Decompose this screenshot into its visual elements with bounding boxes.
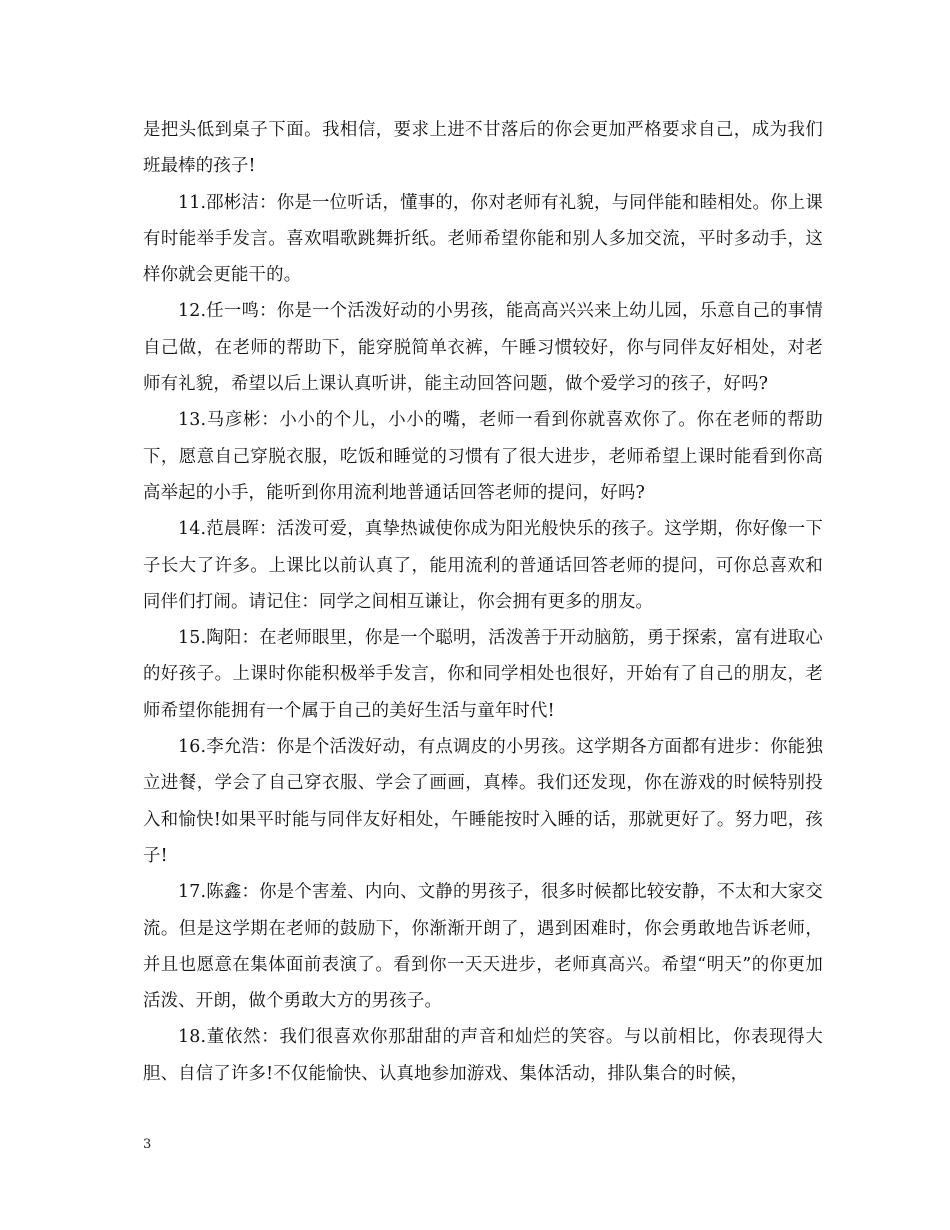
- paragraph-comment-15: 15.陶阳：在老师眼里，你是一个聪明，活泼善于开动脑筋，勇于探索，富有进取心的好孩子。上课时你能积极举手发言，你和同学相处也很好，开始有了自己的朋友，老师希望你能拥有一个属于自己的美好生活与童年时代!: [143, 628, 823, 721]
- paragraph-comment-18: 18.董依然：我们很喜欢你那甜甜的声音和灿烂的笑容。与以前相比，你表现得大胆、自信了许多!不仅能愉快、认真地参加游戏、集体活动，排队集合的时候，: [143, 1027, 823, 1084]
- paragraph-comment-16: 16.李允浩：你是个活泼好动，有点调皮的小男孩。这学期各方面都有进步：你能独立进餐，学会了自己穿衣服、学会了画画，真棒。我们还发现，你在游戏的时候特别投入和愉快!如果平时能与同伴友好相处，午睡能按时入睡的话，那就更好了。努力吧，孩子!: [143, 737, 823, 866]
- paragraph-comment-12: 12.任一鸣：你是一个活泼好动的小男孩，能高高兴兴来上幼儿园，乐意自己的事情自己做，在老师的帮助下，能穿脱简单衣裤，午睡习惯较好，你与同伴友好相处，对老师有礼貌，希望以后上课认真听讲，能主动回答问题，做个爱学习的孩子，好吗?: [143, 301, 823, 395]
- paragraph-comment-14: 14.范晨晖：活泼可爱，真挚热诚使你成为阳光般快乐的孩子。这学期，你好像一下子长大了许多。上课比以前认真了，能用流利的普通话回答老师的提问，可你总喜欢和同伴们打闹。请记住：同学之间相互谦让，你会拥有更多的朋友。: [143, 519, 823, 612]
- paragraph-comment-13: 13.马彦彬：小小的个儿，小小的嘴，老师一看到你就喜欢你了。你在老师的帮助下，愿意自己穿脱衣服，吃饭和睡觉的习惯有了很大进步，老师希望上课时能看到你高高举起的小手，能听到你用流利地普通话回答老师的提问，好吗?: [143, 410, 823, 503]
- paragraph-comment-11: 11.邵彬洁：你是一位听话，懂事的，你对老师有礼貌，与同伴能和睦相处。你上课有时能举手发言。喜欢唱歌跳舞折纸。老师希望你能和别人多加交流，平时多动手，这样你就会更能干的。: [143, 192, 823, 286]
- page-number: 3: [143, 1137, 152, 1152]
- document-body: [143, 112, 823, 1092]
- paragraph-continued: 是把头低到桌子下面。我相信，要求上进不甘落后的你会更加严格要求自己，成为我们班最棒的孩子!: [143, 120, 823, 177]
- paragraph-comment-17: 17.陈鑫：你是个害羞、内向、文静的男孩子，很多时候都比较安静，不太和大家交流。但是这学期在老师的鼓励下，你渐渐开朗了，遇到困难时，你会勇敢地告诉老师，并且也愿意在集体面前表演了。看到你一天天进步，老师真高兴。希望“明天”的你更加活泼、开朗，做个勇敢大方的男孩子。: [143, 882, 823, 1012]
